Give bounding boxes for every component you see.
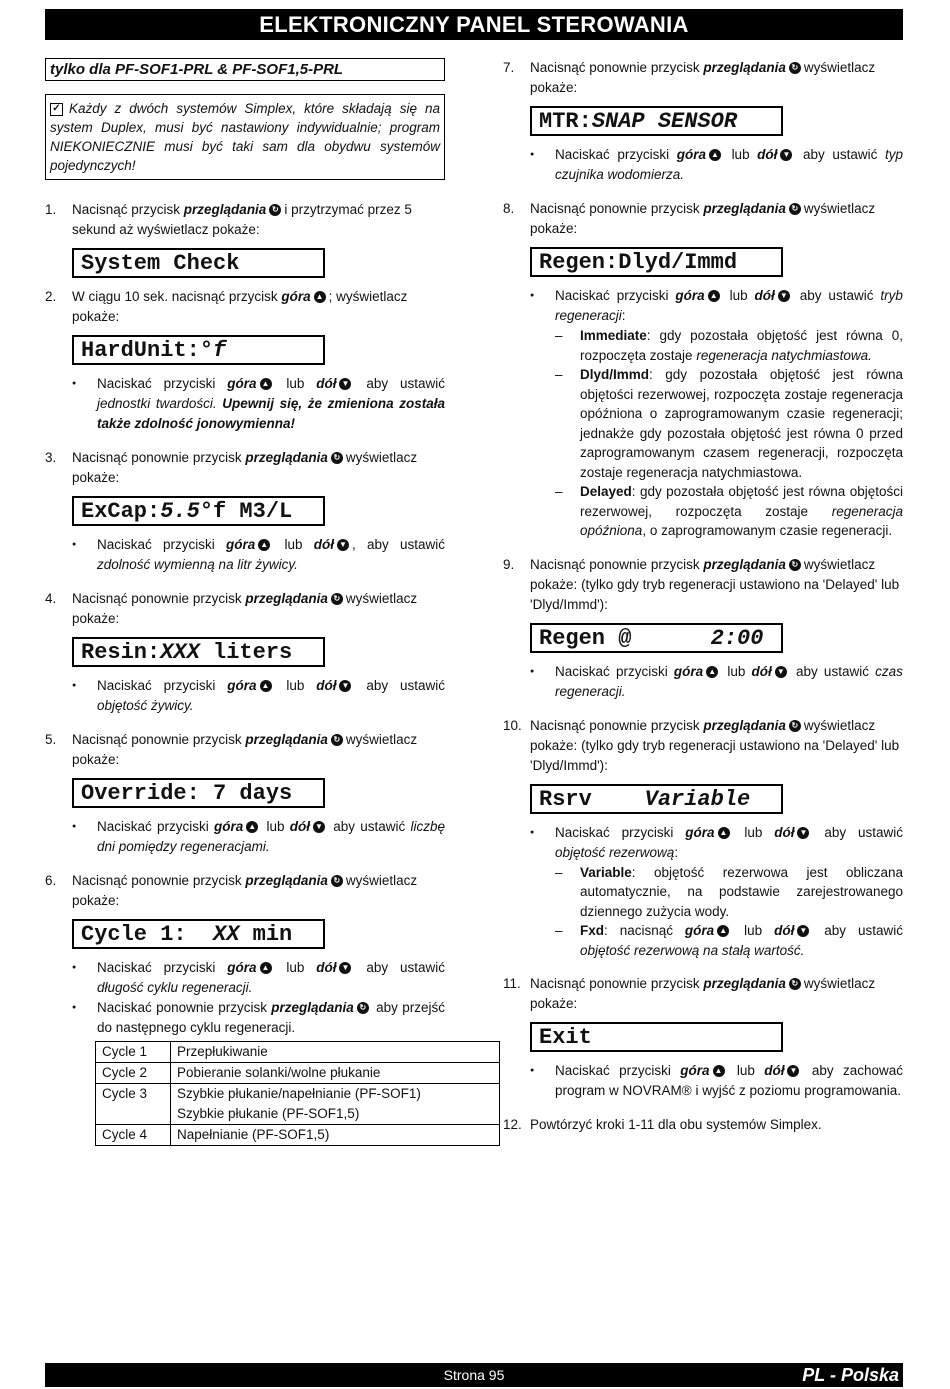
checkbox-icon: ✓ [50, 103, 63, 116]
display-override: Override: 7 days [72, 778, 325, 808]
step-1: 1. Nacisnąć przycisk przeglądania ↻ i przytrzymać przez 5 sekund aż wyświetlacz pokaże: [45, 202, 412, 237]
cycle-table [95, 1041, 500, 1146]
display-regen-time: Regen @ 2:00 [530, 623, 783, 653]
browse-icon: ↻ [789, 720, 801, 732]
up-arrow-icon: ▲ [713, 1065, 725, 1077]
up-arrow-icon: ▲ [718, 827, 730, 839]
step-4-bullet: ● Naciskać przyciski góra ▲ lub dół ▼ aby ustawić objętość żywicy. [72, 676, 445, 716]
up-arrow-icon: ▲ [709, 149, 721, 161]
up-arrow-icon: ▲ [314, 291, 326, 303]
step-6-bullet: ● Naciskać przyciski góra ▲ lub dół ▼ aby ustawić długość cyklu regeneracji. [72, 958, 445, 998]
browse-icon: ↻ [789, 203, 801, 215]
model-subtitle: tylko dla PF-SOF1-PRL & PF-SOF1,5-PRL [45, 58, 445, 81]
browse-icon: ↻ [331, 452, 343, 464]
step-5: 5. Nacisnąć ponownie przycisk przeglądania ↻ wyświetlacz pokaże: [45, 732, 418, 767]
down-arrow-icon: ▼ [797, 827, 809, 839]
step-11-bullet: ● Naciskać przyciski góra ▲ lub dół ▼ aby zachować program w NOVRAM® i wyjść z poziomu programowania. [530, 1061, 903, 1101]
page-header: ELEKTRONICZNY PANEL STEROWANIA [45, 9, 903, 40]
display-reserve: Rsrv Variable [530, 784, 783, 814]
browse-icon: ↻ [331, 593, 343, 605]
step-7-bullet: ● Naciskać przyciski góra ▲ lub dół ▼ aby ustawić typ czujnika wodomierza. [530, 145, 903, 185]
display-system-check: System Check [72, 248, 325, 278]
up-arrow-icon: ▲ [260, 962, 272, 974]
display-excap: ExCap:5.5°f M3/L [72, 496, 325, 526]
display-hardunit: HardUnit:°f [72, 335, 325, 365]
down-arrow-icon: ▼ [313, 821, 325, 833]
table-row: Cycle 3 Szybkie płukanie/napełnianie (PF-SOF1) Szybkie płukanie (PF-SOF1,5) [96, 1084, 500, 1125]
down-arrow-icon: ▼ [787, 1065, 799, 1077]
display-mtr: MTR:SNAP SENSOR [530, 106, 783, 136]
table-row: Cycle 2 Pobieranie solanki/wolne płukanie [96, 1063, 500, 1084]
step-6: 6. Nacisnąć ponownie przycisk przeglądania ↻ wyświetlacz pokaże: [45, 873, 418, 908]
down-arrow-icon: ▼ [797, 925, 809, 937]
display-exit: Exit [530, 1022, 783, 1052]
option-fixed: – Fxd: nacisnąć góra ▲ lub dół ▼ aby ustawić objętość rezerwową na stałą wartość. [555, 923, 903, 958]
right-column [503, 58, 903, 1135]
up-arrow-icon: ▲ [717, 925, 729, 937]
step-4: 4. Nacisnąć ponownie przycisk przeglądania ↻ wyświetlacz pokaże: [45, 591, 418, 626]
browse-icon: ↻ [789, 62, 801, 74]
table-row: Cycle 1 Przepłukiwanie [96, 1042, 500, 1063]
option-variable: – Variable: objętość rezerwowa jest obliczana automatycznie, na podstawie zarejestrowanego dziennego zużycia wody. [555, 864, 903, 919]
note-text: Każdy z dwóch systemów Simplex, które składają się na system Duplex, musi być nastawiony indywidualnie; program NIEKONIECZNIE musi być taki sam dla obydwu systemów pojedynczych! [50, 101, 440, 173]
table-row: Cycle 4 Napełnianie (PF-SOF1,5) [96, 1125, 500, 1146]
option-delayed: – Delayed: gdy pozostała objętość jest równa objętości rezerwowej, rozpoczęta zostaje regeneracja opóźniona, o zaprogramowanym czasie regeneracji. [555, 484, 903, 538]
step-11: 11. Nacisnąć ponownie przycisk przeglądania ↻ wyświetlacz pokaże: [503, 976, 876, 1011]
browse-icon: ↻ [331, 875, 343, 887]
up-arrow-icon: ▲ [260, 378, 272, 390]
display-resin: Resin:XXX liters [72, 637, 325, 667]
step-3-bullet: ● Naciskać przyciski góra ▲ lub dół ▼ , aby ustawić zdolność wymienną na litr żywicy. [72, 535, 445, 575]
up-arrow-icon: ▲ [258, 539, 270, 551]
step-12: 12. Powtórzyć kroki 1-11 dla obu systemów Simplex. [503, 1117, 822, 1132]
browse-icon: ↻ [789, 978, 801, 990]
down-arrow-icon: ▼ [778, 290, 790, 302]
step-2: 2. W ciągu 10 sek. nacisnąć przycisk góra ▲ ; wyświetlacz pokaże: [45, 289, 408, 324]
step-7: 7. Nacisnąć ponownie przycisk przeglądania ↻ wyświetlacz pokaże: [503, 60, 876, 95]
left-column [45, 58, 445, 1146]
option-immediate: – Immediate: gdy pozostała objętość jest równa 0, rozpoczęta zostaje regeneracja natychmiastowa. [555, 328, 903, 363]
browse-icon: ↻ [269, 204, 281, 216]
step-9-bullet: ● Naciskać przyciski góra ▲ lub dół ▼ aby ustawić czas regeneracji. [530, 662, 903, 702]
option-dlyd-immd: – Dlyd/Immd: gdy pozostała objętość jest równa objętości rezerwowej, rozpoczęta zostaje regeneracja opóźniona o zaprogramowanym czasie regeneracji; jednakże gdy pozostała objętość jest równa 0 przed zaprogramowanym czasem regeneracji, rozpoczęta zostaje regeneracja natychmiastowa. [555, 367, 903, 480]
down-arrow-icon: ▼ [339, 378, 351, 390]
browse-icon: ↻ [331, 734, 343, 746]
down-arrow-icon: ▼ [775, 666, 787, 678]
language-label: PL - Polska [802, 1365, 899, 1385]
step-3: 3. Nacisnąć ponownie przycisk przeglądania ↻ wyświetlacz pokaże: [45, 450, 418, 485]
up-arrow-icon: ▲ [708, 290, 720, 302]
up-arrow-icon: ▲ [706, 666, 718, 678]
step-9: 9. Nacisnąć ponownie przycisk przeglądania ↻ wyświetlacz pokaże: (tylko gdy tryb regeneracji ustawiono na 'Delayed' lub 'Dlyd/Immd'): [503, 556, 900, 612]
page-number: Strona 95 [443, 1367, 505, 1383]
display-cycle: Cycle 1: XX min [72, 919, 325, 949]
down-arrow-icon: ▼ [780, 149, 792, 161]
step-5-bullet: ● Naciskać przyciski góra ▲ lub dół ▼ aby ustawić liczbę dni pomiędzy regeneracjami. [72, 817, 445, 857]
duplex-note [45, 94, 445, 180]
down-arrow-icon: ▼ [337, 539, 349, 551]
page-footer [45, 1363, 903, 1387]
step-10: 10. Nacisnąć ponownie przycisk przeglądania ↻ wyświetlacz pokaże: (tylko gdy tryb regeneracji ustawiono na 'Delayed' lub 'Dlyd/Immd'): [503, 717, 900, 773]
step-2-bullet: ● Naciskać przyciski góra ▲ lub dół ▼ aby ustawić jednostki twardości. Upewnij się, że zmieniona została także zdolność jonowymienna! [72, 374, 445, 434]
step-6-bullet-2: ● Naciskać ponownie przycisk przeglądania ↻ aby przejść do następnego cyklu regeneracji. [72, 998, 445, 1038]
up-arrow-icon: ▲ [260, 680, 272, 692]
down-arrow-icon: ▼ [339, 680, 351, 692]
step-8: 8. Nacisnąć ponownie przycisk przeglądania ↻ wyświetlacz pokaże: [503, 201, 876, 236]
down-arrow-icon: ▼ [339, 962, 351, 974]
browse-icon: ↻ [357, 1002, 369, 1014]
browse-icon: ↻ [789, 559, 801, 571]
display-regen-mode: Regen:Dlyd/Immd [530, 247, 783, 277]
step-10-bullet: ● Naciskać przyciski góra ▲ lub dół ▼ aby ustawić objętość rezerwową: – Variable: objętość rezerwowa jest obliczana automatycznie, na podstawie zarejestrowanego dziennego zużycia wody. – Fxd: nacisnąć góra ▲ lub dół ▼ aby ustawić objętość rezerwową na stałą wartość. [530, 823, 903, 961]
step-8-bullet: ● Naciskać przyciski góra ▲ lub dół ▼ aby ustawić tryb regeneracji: – Immediate: gdy pozostała objętość jest równa 0, rozpoczęta zostaje regeneracja natychmiastowa. – Dlyd/Immd: gdy pozostała objętość jest równa objętości rezerwowej, rozpoczęta zostaje regeneracja opóźniona o zaprogramowanym czasie regeneracji; jednakże gdy pozostała objętość jest równa 0 przed zaprogramowanym czasem regeneracji, rozpoczęta zostaje regeneracja natychmiastowa. – Delayed: gdy pozostała objętość jest równa objętości rezerwowej, rozpoczęta zostaje regeneracja opóźniona, o zaprogramowanym czasie regeneracji. [530, 286, 903, 541]
up-arrow-icon: ▲ [246, 821, 258, 833]
